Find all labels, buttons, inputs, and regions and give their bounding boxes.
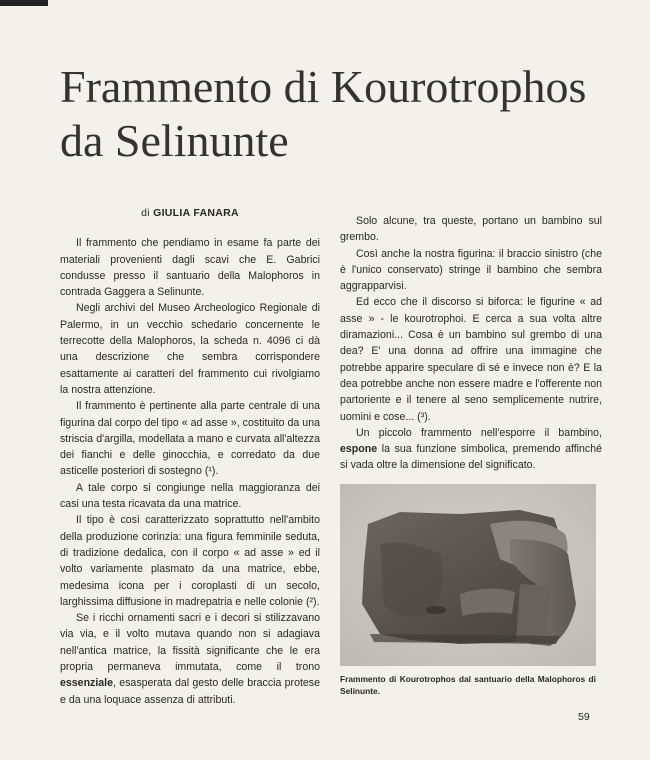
paragraph: Il frammento che pendiamo in esame fa parte dei materiali provenienti dagli scavi che E. Gabrici condusse presso il santuario della Malophoros in contrada Gaggera a Selinunte.	[60, 237, 320, 299]
paragraph: Il frammento è pertinente alla parte centrale di una figurina dal corpo del tipo « ad asse », costituito da una striscia d'argilla, modellata a mano e curvata all'altezza dei fianchi e delle ginocchia, e corredato da due asticelle posteriori di sostegno (¹).	[60, 400, 320, 478]
author-name: GIULIA FANARA	[153, 207, 239, 219]
paragraph-text: Se i ricchi ornamenti sacri e i decori si stilizzavano via via, e il volto mutava quando non si adagiava nell'antica matrice, la fissità significante che le era propria permaneva immutata, come il trono	[60, 612, 320, 674]
title-line-1: Frammento di Kourotrophos	[60, 61, 587, 112]
paragraph	[60, 610, 320, 708]
fragment-photo	[340, 484, 596, 666]
terracotta-fragment-image	[340, 484, 596, 666]
right-column	[340, 213, 602, 474]
paragraph-text: Un piccolo frammento nell'esporre il bambino,	[356, 426, 602, 439]
byline-prefix: di	[141, 207, 150, 219]
emphasis-word: essenziale	[60, 677, 114, 690]
paragraph: Negli archivi del Museo Archeologico Regionale di Palermo, in un vecchio schedario concernente le terrecotte della Malophoros, la scheda n. 4096 ci dà una descrizione che sembra corrispondere esattamente ai caratteri del frammento cui rivolgiamo la nostra attenzione.	[60, 302, 320, 396]
page-number: 59	[578, 711, 590, 723]
paragraph: A tale corpo si congiunge nella maggioranza dei casi una testa ricavata da una matrice.	[60, 481, 320, 511]
paragraph-text: , esasperata dal gesto delle braccia protese e da una loquace assenza di attributi.	[60, 677, 320, 706]
paragraph: Così anche la nostra figurina: il braccio sinistro (che è l'unico conservato) stringe il bambino che sembra aggrapparvisi.	[340, 247, 602, 293]
scan-corner-mark	[0, 0, 48, 6]
paragraph: Solo alcune, tra queste, portano un bambino sul grembo.	[340, 215, 602, 244]
figure-caption: Frammento di Kourotrophos dal santuario della Malophoros di Selinunte.	[340, 674, 596, 696]
left-column	[60, 205, 320, 708]
paragraph: Ed ecco che il discorso si biforca: le figurine « ad asse » - le kourotrophoi. E cerca a sua volta altre diramazioni... Cosa è un bambino sul grembo di una dea? E' una donna ad offrire una immagine che potrebbe apparire speculare di sé e invece non è? E la dea potrebbe anche non essere madre e l'offerente non partoriente e il tenere al seno semplicemente nutrire, uomini e cose... (³).	[340, 296, 602, 423]
paragraph: Il tipo è così caratterizzato soprattutto nell'ambito della produzione corinzia: una figura femminile seduta, di tradizione dedalica, con il corpo « ad asse » ed il volto variamente plasmato da una matrice, ebbe, medesima icona per i coroplasti di un secolo, larghissima diffusione in madrepatria e nelle colonie (²).	[60, 514, 320, 608]
article-title	[60, 60, 620, 168]
title-line-2: da Selinunte	[60, 115, 289, 166]
paragraph	[340, 425, 602, 474]
byline	[60, 205, 320, 221]
paragraph-text: la sua funzione simbolica, premendo affinché si vada oltre la dimensione del significato.	[340, 443, 602, 472]
emphasis-word: espone	[340, 443, 378, 456]
